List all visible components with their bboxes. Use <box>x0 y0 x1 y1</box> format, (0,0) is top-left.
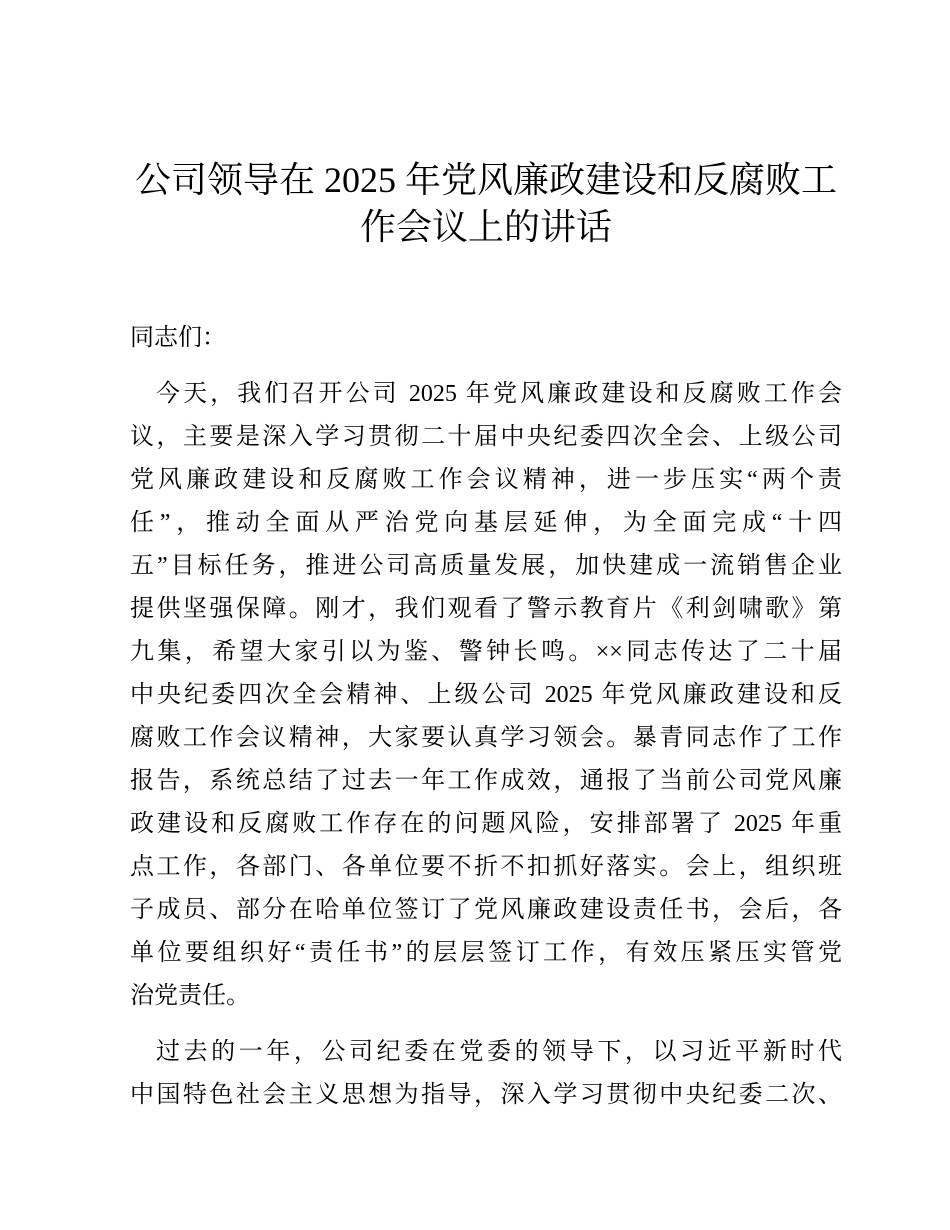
text-line: 过去的一年，公司纪委在党委的领导下，以习近平新时代 <box>156 1039 842 1065</box>
text-line: 中国特色社会主义思想为指导，深入学习贯彻中央纪委二次、 <box>130 1082 842 1108</box>
text-line: 今天，我们召开公司 2025 年党风廉政建设和反腐败工作会 <box>156 381 842 407</box>
text-line: 任”，推动全面从严治党向基层延伸，为全面完成“十四 <box>130 510 842 536</box>
text-line: 议，主要是深入学习贯彻二十届中央纪委四次全会、上级公司 <box>130 424 842 450</box>
text-line: 治党责任。 <box>130 983 250 1009</box>
text-line: 子成员、部分在哈单位签订了党风廉政建设责任书，会后，各 <box>130 897 842 923</box>
text-line: 点工作，各部门、各单位要不折不扣抓好落实。会上，组织班 <box>130 854 842 880</box>
text-line: 腐败工作会议精神，大家要认真学习领会。暴青同志作了工作 <box>130 725 842 751</box>
text-line: 政建设和反腐败工作存在的问题风险，安排部署了 2025 年重 <box>130 811 842 837</box>
paragraph <box>130 373 842 1018</box>
text-line: 提供坚强保障。刚才，我们观看了警示教育片《利剑啸歌》第 <box>130 596 842 622</box>
text-line: 中央纪委四次全会精神、上级公司 2025 年党风廉政建设和反 <box>130 682 842 708</box>
text-line: 单位要组织好“责任书”的层层签订工作，有效压紧压实管党 <box>130 940 842 966</box>
title-line-1: 公司领导在 2025 年党风廉政建设和反腐败工 <box>134 160 837 200</box>
body-paragraphs <box>130 373 842 1117</box>
document-content <box>130 0 842 1117</box>
document-title <box>130 157 842 251</box>
paragraph <box>130 1031 842 1117</box>
title-line-2: 作会议上的讲话 <box>359 207 612 247</box>
text-line: 党风廉政建设和反腐败工作会议精神，进一步压实“两个责 <box>130 467 842 493</box>
text-line: 报告，系统总结了过去一年工作成效，通报了当前公司党风廉 <box>130 768 842 794</box>
salutation: 同志们： <box>130 325 226 351</box>
text-line: 九集，希望大家引以为鉴、警钟长鸣。××同志传达了二十届 <box>130 639 842 665</box>
text-line: 五”目标任务，推进公司高质量发展，加快建成一流销售企业 <box>130 553 842 579</box>
